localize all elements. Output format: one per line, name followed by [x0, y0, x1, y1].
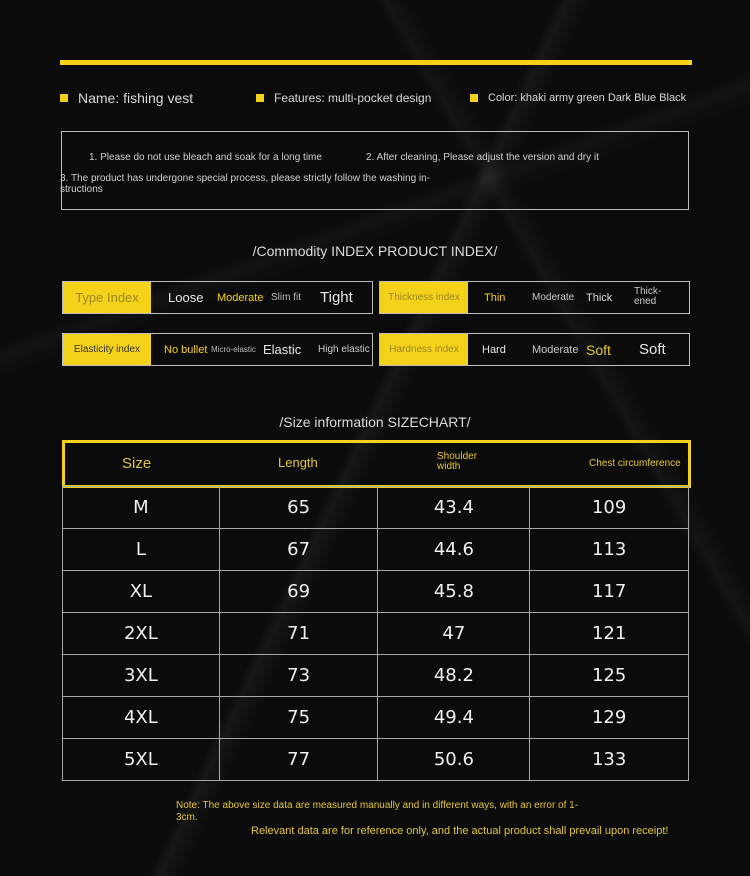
cell-shoulder: 50.6: [378, 739, 530, 781]
bullet-square-icon: [256, 94, 264, 102]
cell-size: 4XL: [63, 697, 220, 739]
cell-length: 77: [219, 739, 378, 781]
cell-chest: 117: [530, 571, 689, 613]
type-option-tight: Tight: [320, 289, 353, 306]
elasticity-option-no-bullet: No bullet: [164, 343, 208, 356]
table-row: [63, 529, 689, 571]
cell-shoulder: 45.8: [378, 571, 530, 613]
care-instructions-box: [61, 131, 689, 210]
cell-chest: 125: [530, 655, 689, 697]
table-row: [63, 613, 689, 655]
feature-color: Color: khaki army green Dark Blue Black: [470, 92, 686, 104]
care-line-1: 1. Please do not use bleach and soak for a long time: [89, 152, 322, 163]
cell-chest: 109: [530, 487, 689, 529]
bullet-square-icon: [60, 94, 68, 102]
cell-length: 73: [219, 655, 378, 697]
cell-length: 75: [219, 697, 378, 739]
header-size: Size: [122, 455, 152, 472]
cell-length: 71: [219, 613, 378, 655]
feature-design: Features: multi-pocket design: [256, 91, 431, 105]
elasticity-index-row: [62, 333, 373, 366]
type-index-label: Type Index: [63, 282, 151, 313]
cell-length: 69: [219, 571, 378, 613]
hardness-index-label: Hardness index: [380, 334, 468, 365]
note-reference: Relevant data are for reference only, and the actual product shall prevail upon receipt!: [251, 825, 669, 837]
thickness-index-label: Thickness index: [380, 282, 468, 313]
hardness-option-soft: Soft: [586, 341, 611, 358]
bullet-square-icon: [470, 94, 478, 102]
table-row: [63, 697, 689, 739]
cell-length: 65: [219, 487, 378, 529]
cell-chest: 133: [530, 739, 689, 781]
cell-size: L: [63, 529, 220, 571]
thickness-option-moderate: Moderate: [532, 292, 575, 303]
table-row: [63, 739, 689, 781]
cell-chest: 121: [530, 613, 689, 655]
table-row: [63, 571, 689, 613]
elasticity-option-elastic: Elastic: [263, 342, 302, 357]
thickness-index-row: [379, 281, 690, 314]
thickness-option-thickened-b: ened: [634, 296, 657, 307]
thickness-option-thickened-a: Thick-: [634, 286, 662, 297]
hardness-index-row: [379, 333, 690, 366]
hardness-option-hard: Hard: [482, 343, 506, 356]
table-row: [63, 487, 689, 529]
header-shoulder-a: Shoulder: [437, 451, 478, 462]
thickness-option-thick: Thick: [586, 291, 613, 304]
type-option-loose: Loose: [168, 290, 204, 305]
elasticity-option-high-elastic: High elastic: [318, 344, 370, 355]
cell-size: 3XL: [63, 655, 220, 697]
cell-size: XL: [63, 571, 220, 613]
header-length: Length: [278, 455, 318, 470]
cell-shoulder: 43.4: [378, 487, 530, 529]
care-line-3a: 3. The product has undergone special process, please strictly follow the washing in-: [60, 173, 431, 184]
thickness-option-thin: Thin: [484, 291, 506, 304]
hardness-option-moderate: Moderate: [532, 343, 579, 356]
size-table-header: [62, 440, 691, 488]
type-option-moderate: Moderate: [217, 291, 264, 304]
table-row: [63, 655, 689, 697]
cell-shoulder: 49.4: [378, 697, 530, 739]
header-shoulder-b: width: [437, 461, 461, 472]
cell-shoulder: 48.2: [378, 655, 530, 697]
cell-size: 2XL: [63, 613, 220, 655]
cell-chest: 129: [530, 697, 689, 739]
feature-name: Name: fishing vest: [60, 90, 193, 106]
size-section-title: /Size information SIZECHART/: [279, 414, 471, 430]
elasticity-option-micro-elastic: Micro-elastic: [211, 345, 256, 354]
cell-chest: 113: [530, 529, 689, 571]
index-section-title: /Commodity INDEX PRODUCT INDEX/: [252, 243, 498, 259]
type-index-row: [62, 281, 373, 314]
size-table: [62, 486, 689, 781]
hardness-option-very-soft: Soft: [639, 341, 666, 358]
care-line-2: 2. After cleaning, Please adjust the version and dry it: [366, 152, 599, 163]
note-measurement: Note: The above size data are measured manually and in different ways, with an error of 1-3cm.: [176, 800, 579, 823]
type-option-slim-fit: Slim fit: [271, 292, 301, 303]
cell-shoulder: 44.6: [378, 529, 530, 571]
cell-length: 67: [219, 529, 378, 571]
elasticity-index-label: Elasticity index: [63, 334, 151, 365]
top-accent-bar: [60, 60, 692, 65]
cell-size: M: [63, 487, 220, 529]
care-line-3b: structions: [60, 184, 103, 195]
cell-shoulder: 47: [378, 613, 530, 655]
cell-size: 5XL: [63, 739, 220, 781]
header-chest: Chest circumference: [589, 458, 681, 469]
